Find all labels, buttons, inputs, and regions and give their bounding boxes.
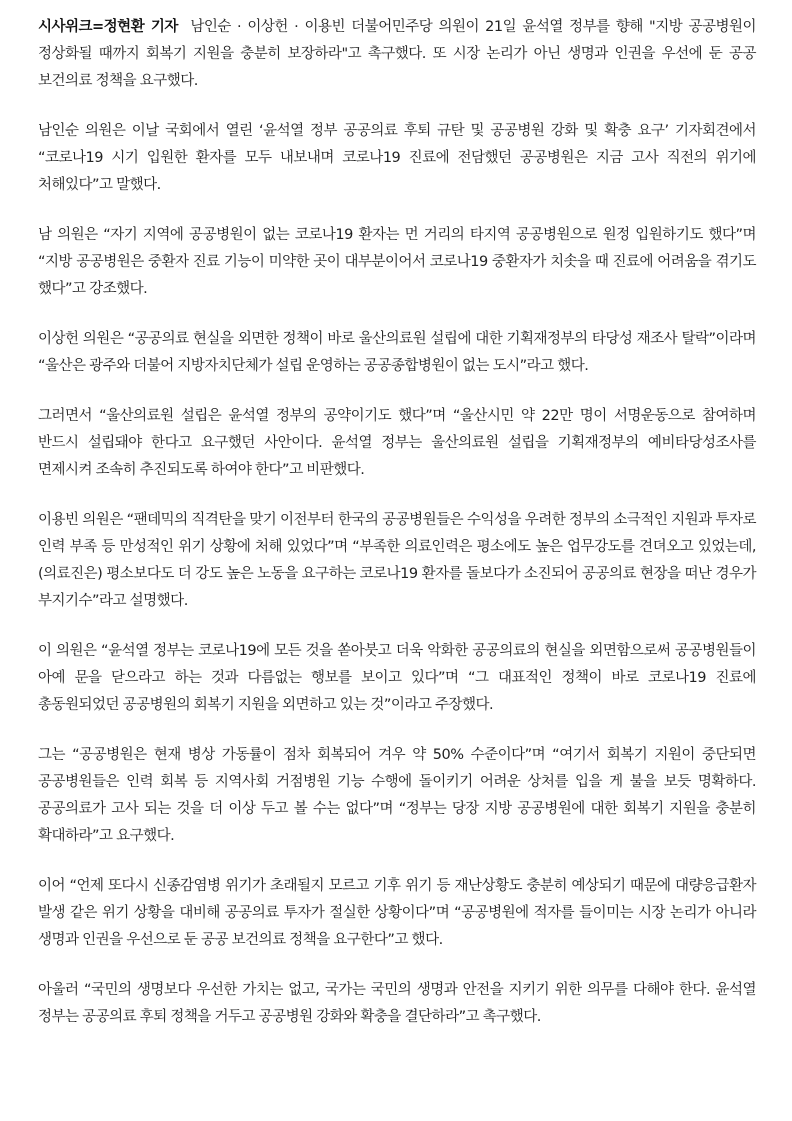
article-paragraph-lead [38,14,756,95]
lead-text: 남인순 · 이상헌 · 이용빈 더불어민주당 의원이 21일 윤석열 정부를 향해 "지방 공공병원이 정상화될 때까지 회복기 지원을 충분히 보장하라"고 촉구했다. 또 시장 논리가 아닌 생명과 인권을 우선에 둔 공공 보건의료 정책을 요구했다. [38,19,756,89]
article-paragraph: 남 의원은 “자기 지역에 공공병원이 없는 코로나19 환자는 먼 거리의 타지역 공공병원으로 원정 입원하기도 했다”며 “지방 공공병원은 중환자 진료 기능이 미약한 곳이 대부분이어서 코로나19 중환자가 치솟을 때 진료에 어려움을 겪기도 했다”고 강조했다. [38,227,756,297]
byline: 시사위크=정현환 기자 [38,19,178,35]
article-body [38,14,756,1054]
article-paragraph: 이어 “언제 또다시 신종감염병 위기가 초래될지 모르고 기후 위기 등 재난상황도 충분히 예상되기 때문에 대량응급환자 발생 같은 위기 상황을 대비해 공공의료 투자가 절실한 상황이다”며 “공공병원에 적자를 들이미는 시장 논리가 아니라 생명과 인권을 우선으로 둔 공공 보건의료 정책을 요구한다”고 했다. [38,878,756,948]
article-paragraph: 이용빈 의원은 “팬데믹의 직격탄을 맞기 이전부터 한국의 공공병원들은 수익성을 우려한 정부의 소극적인 지원과 투자로 인력 부족 등 만성적인 위기 상황에 처해 있었다”며 “부족한 의료인력은 평소에도 높은 업무강도를 견뎌오고 있었는데, (의료진은) 평소보다도 더 강도 높은 노동을 요구하는 코로나19 환자를 돌보다가 소진되어 공공의료 현장을 떠난 경우가 부지기수”라고 설명했다. [38,512,756,609]
article-paragraph: 남인순 의원은 이날 국회에서 열린 ‘윤석열 정부 공공의료 후퇴 규탄 및 공공병원 강화 및 확충 요구’ 기자회견에서 “코로나19 시기 입원한 환자를 모두 내보내며 코로나19 진료에 전담했던 공공병원은 지금 고사 직전의 위기에 처해있다”고 말했다. [38,123,756,193]
article-paragraph: 이 의원은 “윤석열 정부는 코로나19에 모든 것을 쏟아붓고 더욱 악화한 공공의료의 현실을 외면함으로써 공공병원들이 아예 문을 닫으라고 하는 것과 다름없는 행보를 보이고 있다”며 “그 대표적인 정책이 바로 코로나19 진료에 총동원되었던 공공병원의 회복기 지원을 외면하고 있는 것”이라고 주장했다. [38,643,756,713]
article-paragraph: 이상헌 의원은 “공공의료 현실을 외면한 정책이 바로 울산의료원 설립에 대한 기획재정부의 타당성 재조사 탈락”이라며 “울산은 광주와 더불어 지방자치단체가 설립 운영하는 공공종합병원이 없는 도시”라고 했다. [38,331,756,374]
article-paragraph: 아울러 “국민의 생명보다 우선한 가치는 없고, 국가는 국민의 생명과 안전을 지키기 위한 의무를 다해야 한다. 윤석열 정부는 공공의료 후퇴 정책을 거두고 공공병원 강화와 확충을 결단하라”고 촉구했다. [38,982,756,1025]
article-paragraph: 그러면서 “울산의료원 설립은 윤석열 정부의 공약이기도 했다”며 “울산시민 약 22만 명이 서명운동으로 참여하며 반드시 설립돼야 한다고 요구했던 사안이다. 윤석열 정부는 울산의료원 설립을 기획재정부의 예비타당성조사를 면제시켜 조속히 추진되도록 하여야 한다”고 비판했다. [38,408,756,478]
article-paragraph: 그는 “공공병원은 현재 병상 가동률이 점차 회복되어 겨우 약 50% 수준이다”며 “여기서 회복기 지원이 중단되면 공공병원들은 인력 회복 등 지역사회 거점병원 기능 수행에 돌이키기 어려운 상처를 입을 게 불을 보듯 명확하다. 공공의료가 고사 되는 것을 더 이상 두고 볼 수는 없다”며 “정부는 당장 지방 공공병원에 대한 회복기 지원을 충분히 확대하라”고 요구했다. [38,747,756,844]
